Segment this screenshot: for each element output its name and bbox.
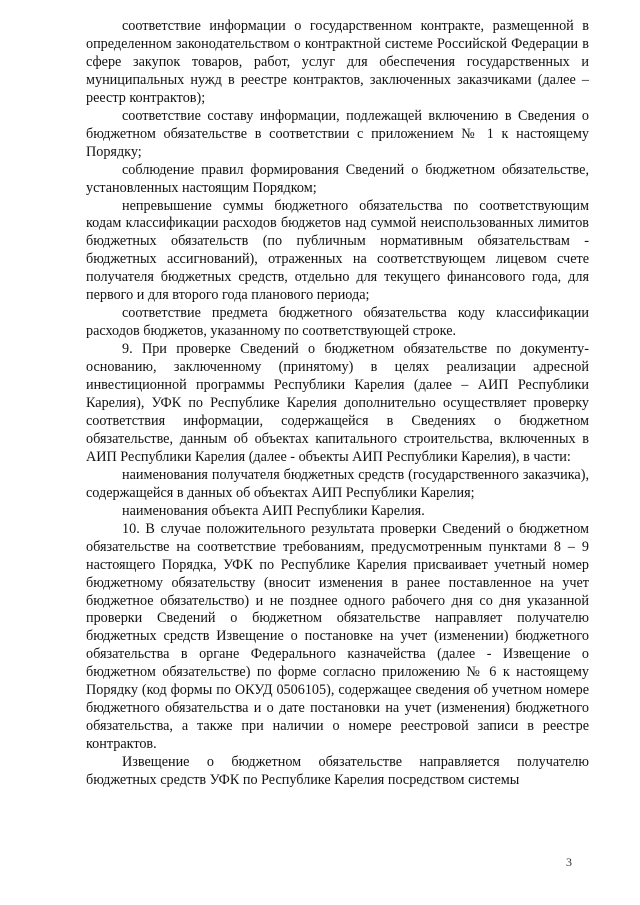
paragraph-limits-not-exceeded: непревышение суммы бюджетного обязательства по соответствующим кодам классификации расходов бюджетов над суммой неиспользованных лимитов бюджетных обязательств (по публичным нормативным обязательствам - бюджетных ассигнований), отраженных на соответствующем лицевом счете получателя бюджетных средств, отдельно для текущего финансового года, для первого и для второго года планового периода; [86, 197, 589, 304]
paragraph-notification-sent: Извещение о бюджетном обязательстве направляется получателю бюджетных средств УФК по Республике Карелия посредством системы [86, 754, 589, 789]
paragraph-subject-classification: соответствие предмета бюджетного обязательства коду классификации расходов бюджетов, указанному по соответствующей строке. [86, 305, 589, 340]
paragraph-formation-rules: соблюдение правил формирования Сведений о бюджетном обязательстве, установленных настоящим Порядком; [86, 161, 589, 196]
document-page [86, 18, 589, 790]
paragraph-contract-registry: соответствие информации о государственном контракте, размещенной в определенном законодательством о контрактной системе Российской Федерации в сфере закупок товаров, работ, услуг для обеспечения государственных и муниципальных нужд в реестре контрактов, заключенных заказчиками (далее – реестр контрактов); [86, 18, 589, 106]
paragraph-clause-9: 9. При проверке Сведений о бюджетном обязательстве по документу-основанию, заключенному (принятому) в целях реализации адресной инвестиционной программы Республики Карелия (далее – АИП Республики Карелия), УФК по Республике Карелия дополнительно осуществляет проверку соответствия информации, содержащейся в Сведениях о бюджетном обязательстве, данным об объектах капитального строительства, включенных в АИП Республики Карелия (далее - объекты АИП Республики Карелия), в части: [86, 341, 589, 465]
paragraph-information-composition: соответствие составу информации, подлежащей включению в Сведения о бюджетном обязательстве в соответствии с приложением № 1 к настоящему Порядку; [86, 107, 589, 160]
paragraph-recipient-name: наименования получателя бюджетных средств (государственного заказчика), содержащейся в данных об объектах АИП Республики Карелия; [86, 466, 589, 501]
paragraph-object-name: наименования объекта АИП Республики Карелия. [122, 502, 425, 519]
page-number: 3 [566, 855, 572, 869]
paragraph-clause-10: 10. В случае положительного результата проверки Сведений о бюджетном обязательстве на соответствие требованиям, предусмотренным пунктами 8 – 9 настоящего Порядка, УФК по Республике Карелия присваивает учетный номер бюджетному обязательству (вносит изменения в ранее поставленное на учет бюджетное обязательство) и не позднее одного рабочего дня со дня указанной проверки Сведений о бюджетном обязательстве направляет получателю бюджетных средств Извещение о постановке на учет (изменении) бюджетного обязательства в органе Федерального казначейства (далее - Извещение о бюджетном обязательстве) по форме согласно приложению № 6 к настоящему Порядку (код формы по ОКУД 0506105), содержащее сведения об учетном номере бюджетного обязательства и о дате постановки на учет (изменения) бюджетного обязательства, а также при наличии о номере реестровой записи в реестре контрактов. [86, 520, 589, 753]
